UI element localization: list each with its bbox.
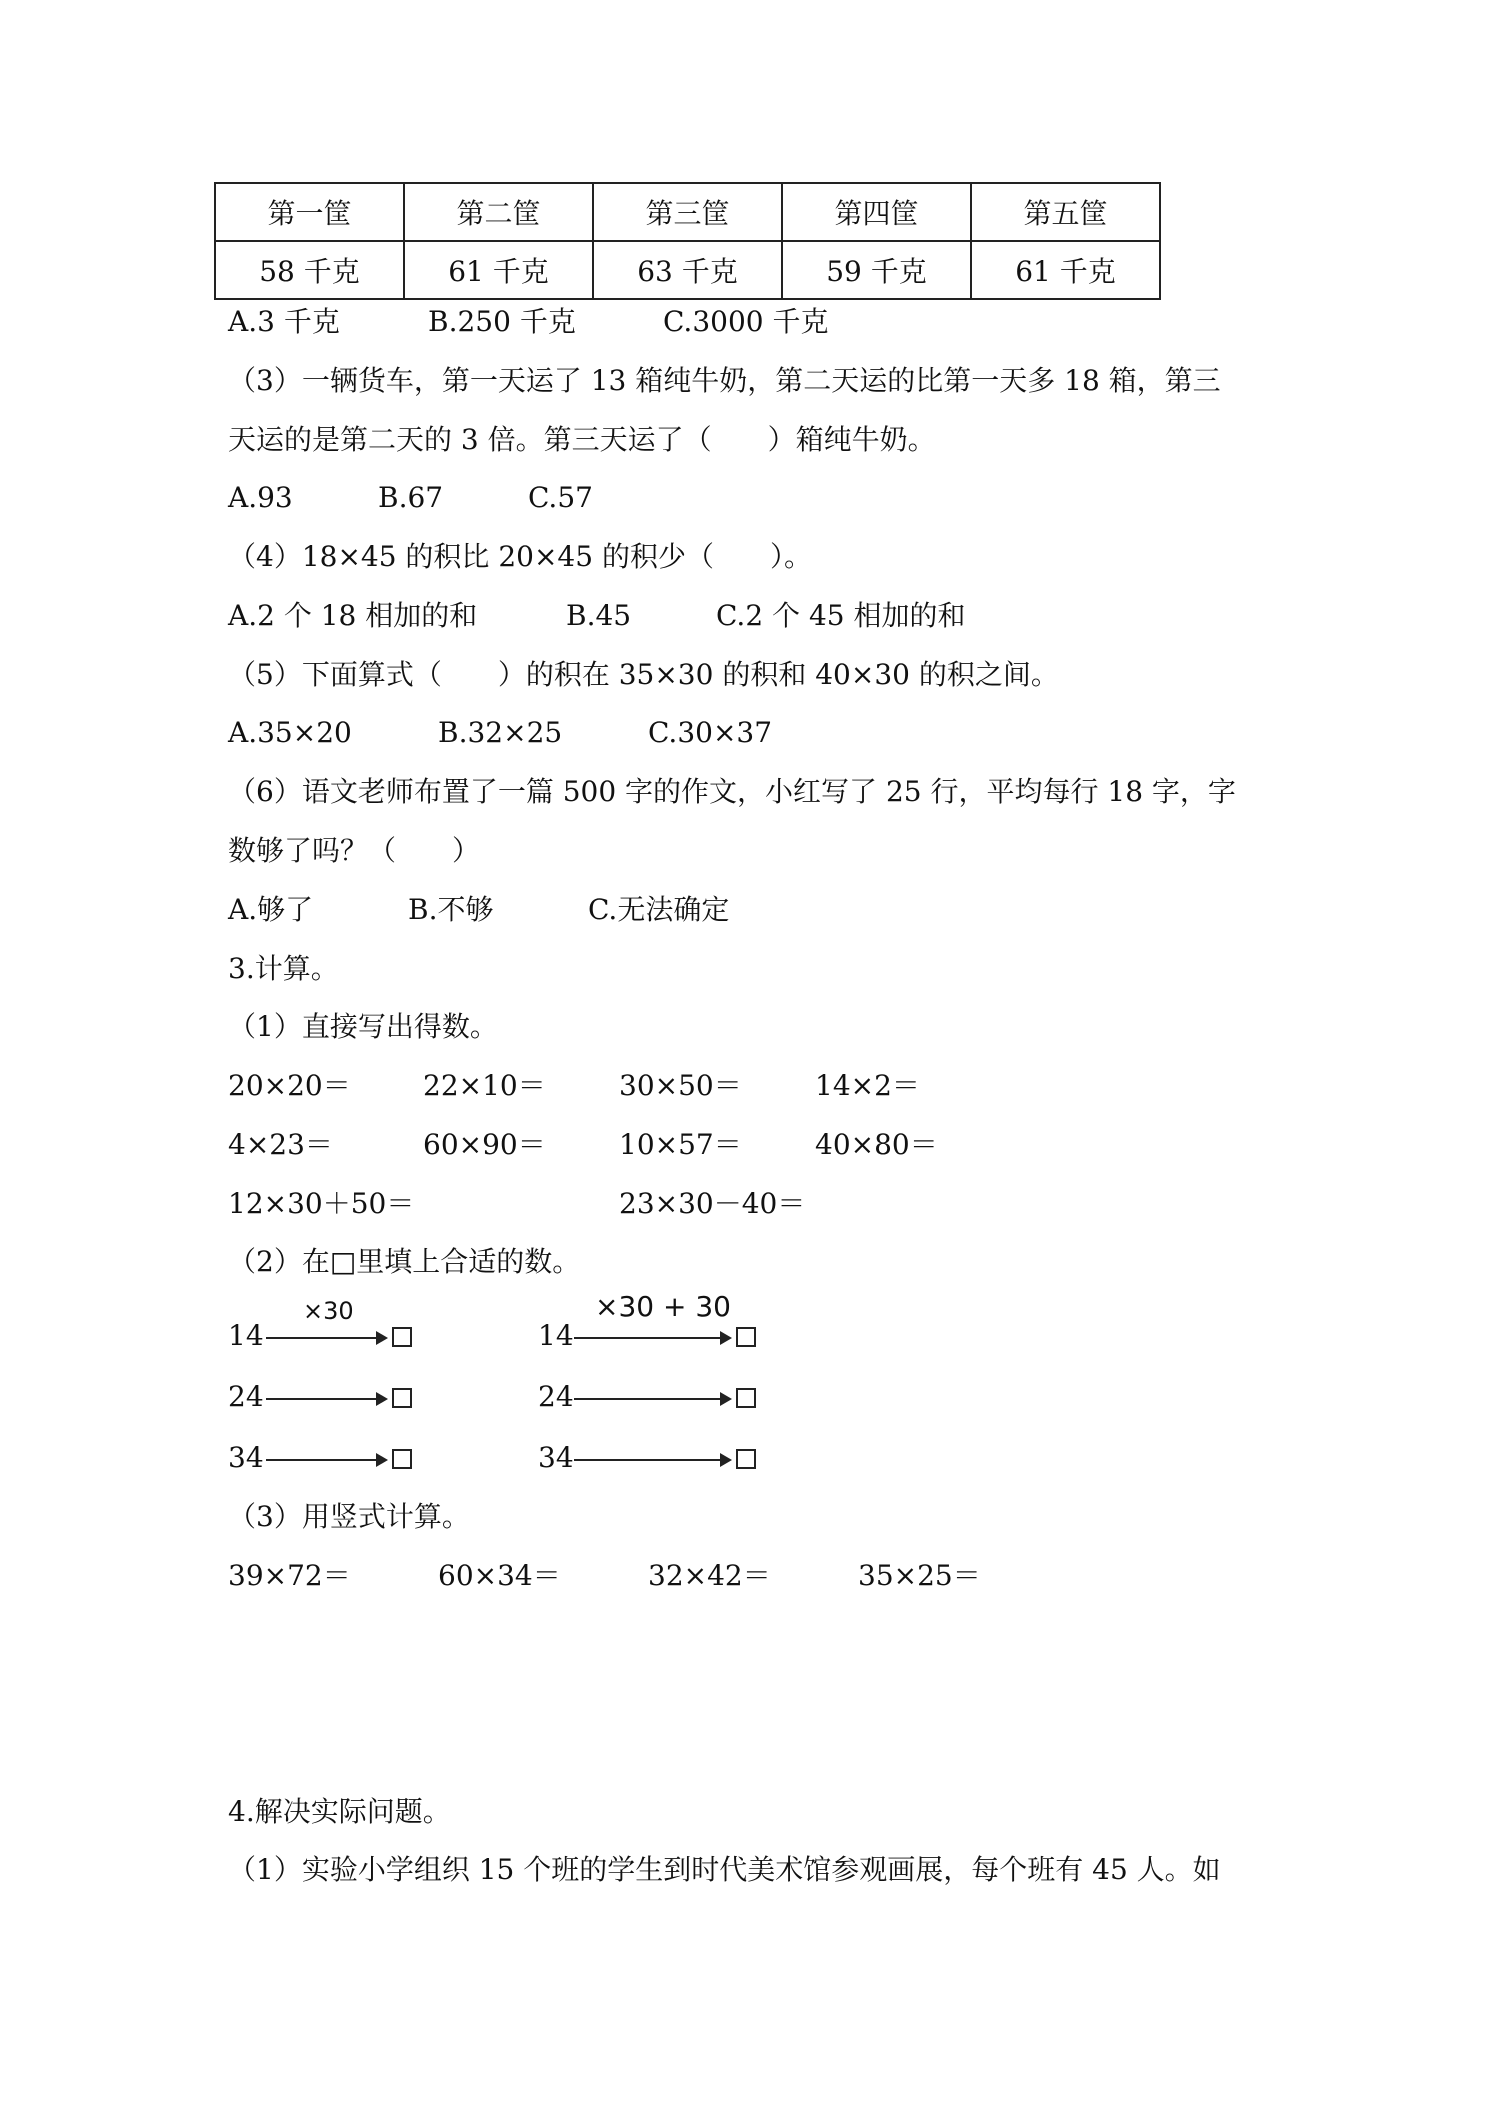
q5-option-b: B.32×25: [438, 716, 563, 749]
q5-option-a: A.35×20: [228, 716, 352, 749]
mental-calc-item: 22×10＝: [423, 1069, 546, 1102]
q5-option-c: C.30×37: [648, 716, 773, 749]
q4-text: （4）18×45 的积比 20×45 的积少（ ）。: [228, 540, 812, 573]
answer-box: [736, 1449, 756, 1469]
q5-text: （5）下面算式（ ）的积在 35×30 的积和 40×30 的积之间。: [228, 658, 1059, 691]
section4-title: 4.解决实际问题。: [228, 1795, 451, 1828]
q3-text-line2: 天运的是第二天的 3 倍。第三天运了（ ）箱纯牛奶。: [228, 423, 936, 456]
q3-option-a: A.93: [228, 481, 293, 514]
q3-option-c: C.57: [528, 481, 593, 514]
q4-option-a: A.2 个 18 相加的和: [228, 599, 478, 632]
q4-option-b: B.45: [566, 599, 632, 632]
q3-option-b: B.67: [378, 481, 444, 514]
answer-box: [392, 1327, 412, 1347]
q2-option-c: C.3000 千克: [663, 305, 829, 338]
vertical-calc-item: 39×72＝: [228, 1559, 351, 1592]
section3-title: 3.计算。: [228, 952, 339, 985]
chain-right-operator: ×30 + 30: [595, 1290, 731, 1323]
q6-option-b: B.不够: [408, 893, 494, 926]
table-cell: 第四筐: [782, 183, 971, 241]
q4-option-c: C.2 个 45 相加的和: [716, 599, 966, 632]
section3-sub2: （2）在□里填上合适的数。: [228, 1245, 581, 1278]
q6-text-line1: （6）语文老师布置了一篇 500 字的作文，小红写了 25 行，平均每行 18 字，字: [228, 775, 1236, 808]
answer-box: [736, 1327, 756, 1347]
mental-calc-item: 40×80＝: [815, 1128, 938, 1161]
table-cell: 61 千克: [971, 241, 1160, 299]
answer-box: [392, 1388, 412, 1408]
basket-weight-table: [214, 182, 1161, 300]
mental-calc-item: 10×57＝: [619, 1128, 742, 1161]
mental-calc-item: 20×20＝: [228, 1069, 351, 1102]
arrow-icon: [574, 1398, 730, 1400]
answer-box: [392, 1449, 412, 1469]
table-cell: 63 千克: [593, 241, 782, 299]
vertical-calc-item: 32×42＝: [648, 1559, 771, 1592]
vertical-calc-item: 35×25＝: [858, 1559, 981, 1592]
table-value-row: [215, 241, 1160, 299]
section4-q1-line1: （1）实验小学组织 15 个班的学生到时代美术馆参观画展，每个班有 45 人。如: [228, 1853, 1221, 1886]
arrow-icon: [266, 1337, 386, 1339]
chain-left-start: 34: [228, 1441, 264, 1474]
arrow-icon: [574, 1459, 730, 1461]
mental-calc-item: 12×30＋50＝: [228, 1187, 415, 1220]
table-cell: 第三筐: [593, 183, 782, 241]
q6-option-c: C.无法确定: [588, 893, 730, 926]
chain-left-operator: ×30: [303, 1297, 354, 1325]
table-header-row: [215, 183, 1160, 241]
table-cell: 第二筐: [404, 183, 593, 241]
chain-right-start: 34: [538, 1441, 574, 1474]
mental-calc-item: 23×30－40＝: [619, 1187, 806, 1220]
chain-left-start: 24: [228, 1380, 264, 1413]
table-cell: 61 千克: [404, 241, 593, 299]
q6-text-line2: 数够了吗？（ ）: [228, 834, 481, 867]
mental-calc-item: 60×90＝: [423, 1128, 546, 1161]
section3-sub3: （3）用竖式计算。: [228, 1500, 470, 1533]
q6-option-a: A.够了: [228, 893, 314, 926]
q3-text-line1: （3）一辆货车，第一天运了 13 箱纯牛奶，第二天运的比第一天多 18 箱，第三: [228, 364, 1221, 397]
arrow-icon: [266, 1459, 386, 1461]
mental-calc-item: 14×2＝: [815, 1069, 920, 1102]
chain-right-start: 24: [538, 1380, 574, 1413]
section3-sub1: （1）直接写出得数。: [228, 1010, 498, 1043]
arrow-icon: [266, 1398, 386, 1400]
vertical-calc-item: 60×34＝: [438, 1559, 561, 1592]
arrow-icon: [574, 1337, 730, 1339]
chain-right-start: 14: [538, 1319, 574, 1352]
q2-option-a: A.3 千克: [228, 305, 340, 338]
answer-box: [736, 1388, 756, 1408]
mental-calc-item: 30×50＝: [619, 1069, 742, 1102]
chain-left-start: 14: [228, 1319, 264, 1352]
table-cell: 59 千克: [782, 241, 971, 299]
table-cell: 58 千克: [215, 241, 404, 299]
mental-calc-item: 4×23＝: [228, 1128, 333, 1161]
table-cell: 第五筐: [971, 183, 1160, 241]
table-cell: 第一筐: [215, 183, 404, 241]
q2-option-b: B.250 千克: [428, 305, 576, 338]
